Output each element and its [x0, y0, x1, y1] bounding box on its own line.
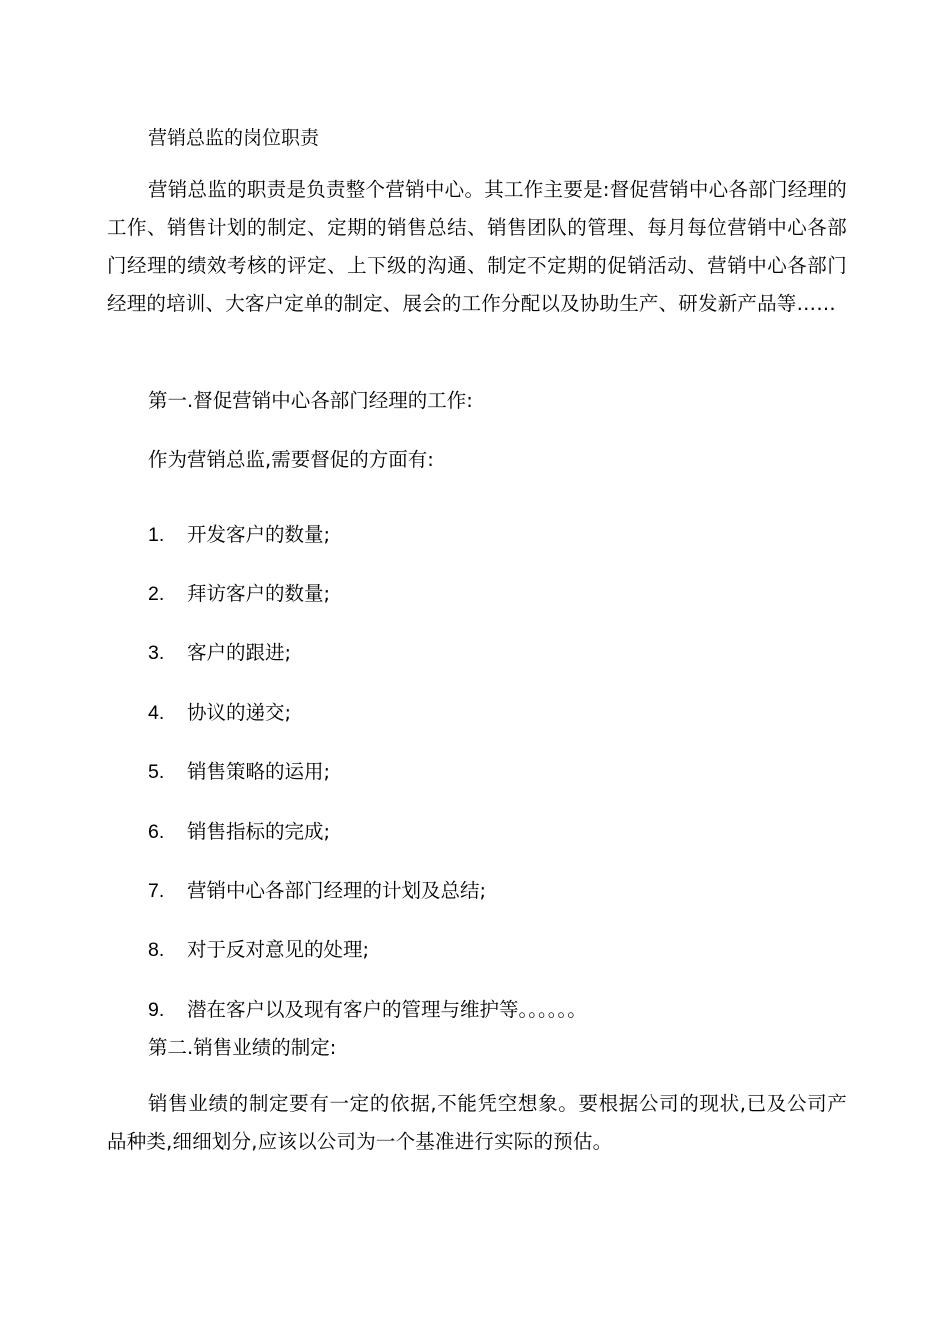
list-item-number: 5. [148, 761, 165, 784]
list-item [148, 921, 587, 980]
section-1-lead: 作为营销总监,需要督促的方面有: [148, 448, 434, 471]
list-item-number: 8. [148, 939, 165, 962]
list-item-number: 2. [148, 583, 165, 606]
list-item [148, 564, 587, 623]
list-item [148, 861, 587, 920]
list-item [148, 980, 587, 1039]
list-item-text: 潜在客户以及现有客户的管理与维护等。。。。。。 [187, 997, 587, 1021]
list-item-text: 销售策略的运用; [187, 760, 331, 784]
section-2-paragraph: 销售业绩的制定要有一定的依据,不能凭空想象。要根据公司的现状,已及公司产品种类,细细划分,应该以公司为一个基准进行实际的预估。 [107, 1092, 847, 1153]
list-item-number: 3. [148, 642, 165, 665]
document-title: 营销总监的岗位职责 [148, 127, 320, 149]
duty-list [148, 505, 587, 1040]
list-item [148, 624, 587, 683]
list-item [148, 802, 587, 861]
list-item [148, 743, 587, 802]
intro-paragraph: 营销总监的职责是负责整个营销中心。其工作主要是:督促营销中心各部门经理的工作、销售计划的制定、定期的销售总结、销售团队的管理、每月每位营销中心各部门经理的绩效考核的评定、上下级的沟通、制定不定期的促销活动、营销中心各部门经理的培训、大客户定单的制定、展会的工作分配以及协助生产、研发新产品等…… [107, 178, 847, 315]
list-item-text: 对于反对意见的处理; [187, 938, 370, 962]
list-item-text: 协议的递交; [187, 700, 292, 724]
list-item [148, 683, 587, 742]
list-item-text: 营销中心各部门经理的计划及总结; [187, 879, 487, 903]
list-item-text: 客户的跟进; [187, 641, 292, 665]
section-2-heading: 第二.销售业绩的制定: [148, 1036, 337, 1059]
list-item-number: 4. [148, 701, 165, 724]
list-item-number: 9. [148, 998, 165, 1021]
list-item-text: 开发客户的数量; [187, 522, 331, 546]
list-item-text: 拜访客户的数量; [187, 582, 331, 606]
list-item-text: 销售指标的完成; [187, 819, 331, 843]
list-item [148, 505, 587, 564]
list-item-number: 1. [148, 523, 165, 546]
section-1-heading: 第一.督促营销中心各部门经理的工作: [148, 389, 473, 412]
list-item-number: 7. [148, 880, 165, 903]
list-item-number: 6. [148, 820, 165, 843]
